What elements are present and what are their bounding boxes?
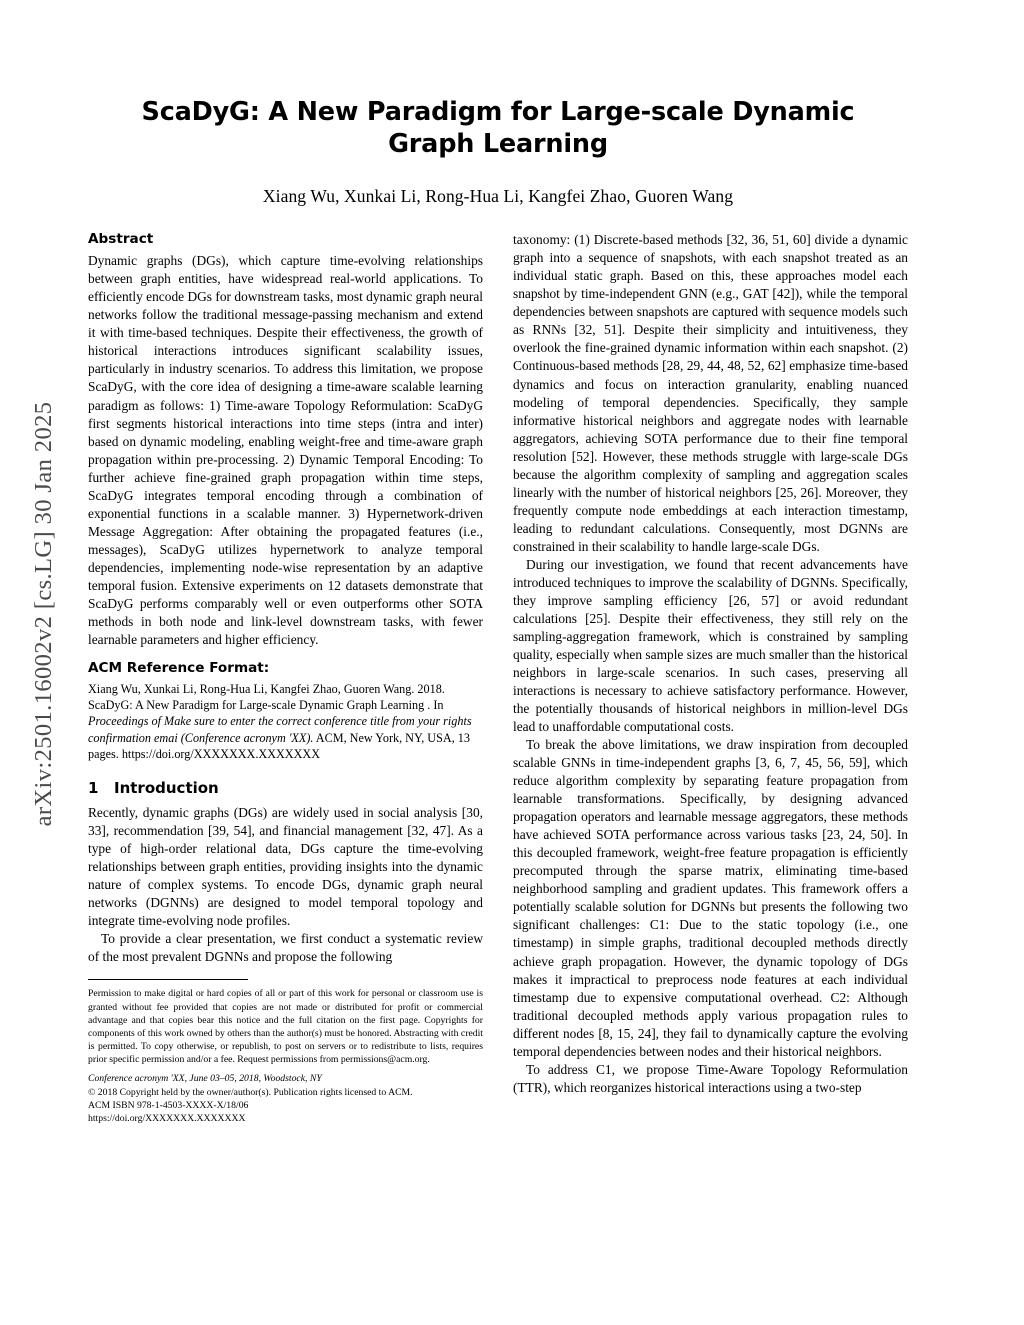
acm-reference-block [88,681,483,762]
footnote-copyright: © 2018 Copyright held by the owner/author(s). Publication rights licensed to ACM. [88,1086,413,1098]
right-column [513,231,908,1125]
arxiv-identifier-stamp: arXiv:2501.16002v2 [cs.LG] 30 Jan 2025 [30,401,57,827]
right-paragraph-1: taxonomy: (1) Discrete-based methods [32, 36, 51, 60] divide a dynamic graph into a sequence of snapshots, with each snapshot treated as an individual static graph. Based on this, these approaches model each snapshot by time-independent GNN (e.g., GAT [42]), while the temporal dependencies between snapshots are captured with sequence models such as RNNs [32, 51]. Despite their simplicity and intuitiveness, they overlook the fine-grained dynamic information within each snapshot. (2) Continuous-based methods [28, 29, 44, 48, 52, 62] emphasize time-based dynamics and focus on interaction granularity, enabling nuanced modeling of temporal dependencies. Specifically, they sample informative historical neighbors and aggregate nodes with learnable aggregators, achieving SOTA performance due to their fine temporal resolution [52]. However, these methods struggle with large-scale DGs because the algorithm complexity of sampling and aggregation scales linearly with the number of historical neighbors [25, 26]. Moreover, they frequently compute node embeddings at each interaction timestamp, leading to redundant calculations. Consequently, most DGNNs are constrained in their scalability to handle large-scale DGs. [513,232,908,554]
left-column [88,231,483,1125]
footnote-permission-text: Permission to make digital or hard copies of all or part of this work for personal or classroom use is granted without fee provided that copies are not made or distributed for profit or commercial advantage and that copies bear this notice and the full citation on the first page. Copyrights for components of this work owned by others than the author(s) must be honored. Abstracting with credit is permitted. To copy otherwise, or republish, to post on servers or to redistribute to lists, requires prior specific permission and/or a fee. Request permissions from permissions@acm.org. [88,988,483,1066]
introduction-heading [88,779,483,797]
acm-reference-italic: Proceedings of Make sure to enter the correct conference title from your rights confirmation emai (Conference acronym 'XX). [88,714,472,745]
right-paragraph-4: To address C1, we propose Time-Aware Topology Reformulation (TTR), which reorganizes historical interactions using a two-step [513,1061,908,1095]
introduction-paragraph-1: Recently, dynamic graphs (DGs) are widely used in social analysis [30, 33], recommendation [39, 54], and financial management [32, 47]. As a type of high-order relational data, DGs capture the time-evolving relationships between graph entities, providing insights into the dynamic nature of complex systems. To encode DGs, dynamic graph neural networks (DGNNs) are designed to model temporal topology and integrate time-evolving node profiles. [88,805,483,929]
acm-reference-heading: ACM Reference Format: [88,659,270,676]
abstract-text: Dynamic graphs (DGs), which capture time-evolving relationships between graph entities, have widespread real-world applications. To efficiently encode DGs for downstream tasks, most dynamic graph neural networks follow the traditional message-passing mechanism and extend it with time-based techniques. Despite their effectiveness, the growth of historical interactions introduces significant scalability issues, particularly in industry scenarios. To address this limitation, we propose ScaDyG, with the core idea of designing a time-aware scalable learning paradigm as follows: 1) Time-aware Topology Reformulation: ScaDyG first segments historical interactions into time steps (intra and inter) based on dynamic modeling, enabling weight-free and time-aware graph propagation within pre-processing. 2) Dynamic Temporal Encoding: To further achieve fine-grained graph propagation within time steps, ScaDyG integrates temporal encoding through a combination of exponential functions in a scalable manner. 3) Hypernetwork-driven Message Aggregation: After obtaining the propagated features (i.e., messages), ScaDyG utilizes hypernetwork to analyze temporal dependencies, implementing node-wise representation by an adaptive temporal fusion. Extensive experiments on 12 datasets demonstrate that ScaDyG performs comparably well or even outperforms other SOTA methods in both node and link-level downstream tasks, with fewer learnable parameters and higher efficiency. [88,253,483,647]
footnote-doi: https://doi.org/XXXXXXX.XXXXXXX [88,1113,246,1124]
right-paragraph-3: To break the above limitations, we draw inspiration from decoupled scalable GNNs in time-independent graphs [3, 6, 7, 45, 56, 59], which reduce algorithm complexity by separating feature propagation from learnable transformations. Specifically, by designing advanced propagation operators and learnable message aggregators, these methods have achieved SOTA performance across various tasks [23, 24, 50]. In this decoupled framework, weight-free feature propagation is efficiently precomputed through the sparse matrix, eliminating time-based neighborhood sampling and gradient updates. This framework offers a potentially scalable solution for DGNNs but presents the following two significant challenges: C1: Due to the static topology (i.e., one timestamp) in simple graphs, traditional decoupled methods directly achieve graph propagation. However, the dynamic topology of DGs makes it impractical to preprocess node features at each individual timestamp due to expensive computational overhead. C2: Although traditional decoupled methods apply various propagation rules to different nodes [8, 15, 24], they fail to dynamically capture the evolving temporal dependencies between nodes and their historical neighbors. [513,737,908,1059]
abstract-heading: Abstract [88,231,154,248]
footnote-conference: Conference acronym 'XX, June 03–05, 2018, Woodstock, NY [88,1073,322,1085]
page-title: ScaDyG: A New Paradigm for Large-scale Dynamic Graph Learning [141,97,855,160]
footnote-isbn: ACM ISBN 978-1-4503-XXXX-X/18/06 [88,1099,249,1111]
footnote-divider [88,979,248,980]
author-list: Xiang Wu, Xunkai Li, Rong-Hua Li, Kangfei Zhao, Guoren Wang [262,186,734,207]
acm-reference-line1: Xiang Wu, Xunkai Li, Rong-Hua Li, Kangfei Zhao, Guoren Wang. 2018. ScaDyG: A New Paradigm for Large-scale Dynamic Graph Learning . In [88,681,445,713]
introduction-number: 1 [88,779,99,798]
two-column-body [88,231,908,1125]
right-paragraph-2: During our investigation, we found that recent advancements have introduced techniques to improve the scalability of DGNNs. Specifically, they improve sampling efficiency [26, 57] or avoid redundant calculations [25]. Despite their effectiveness, they still rely on the sampling-aggregation framework, which is constrained by sampling quality, especially when sample sizes are much smaller than the historical neighbors in large-scale scenarios. In such cases, preserving all interactions is necessary to achieve satisfactory performance. However, the potentially thousands of historical neighbors in million-level DGs lead to unaffordable computational costs. [513,556,908,735]
acm-reference-line2: ACM, New York, NY, USA, 13 pages. https://doi.org/XXXXXXX.XXXXXXX [88,730,470,761]
introduction-paragraph-2: To provide a clear presentation, we first conduct a systematic review of the most prevalent DGNNs and propose the following [88,931,483,965]
introduction-title: Introduction [114,779,219,798]
copyright-footnote [88,987,483,1125]
paper-content [88,96,908,1125]
